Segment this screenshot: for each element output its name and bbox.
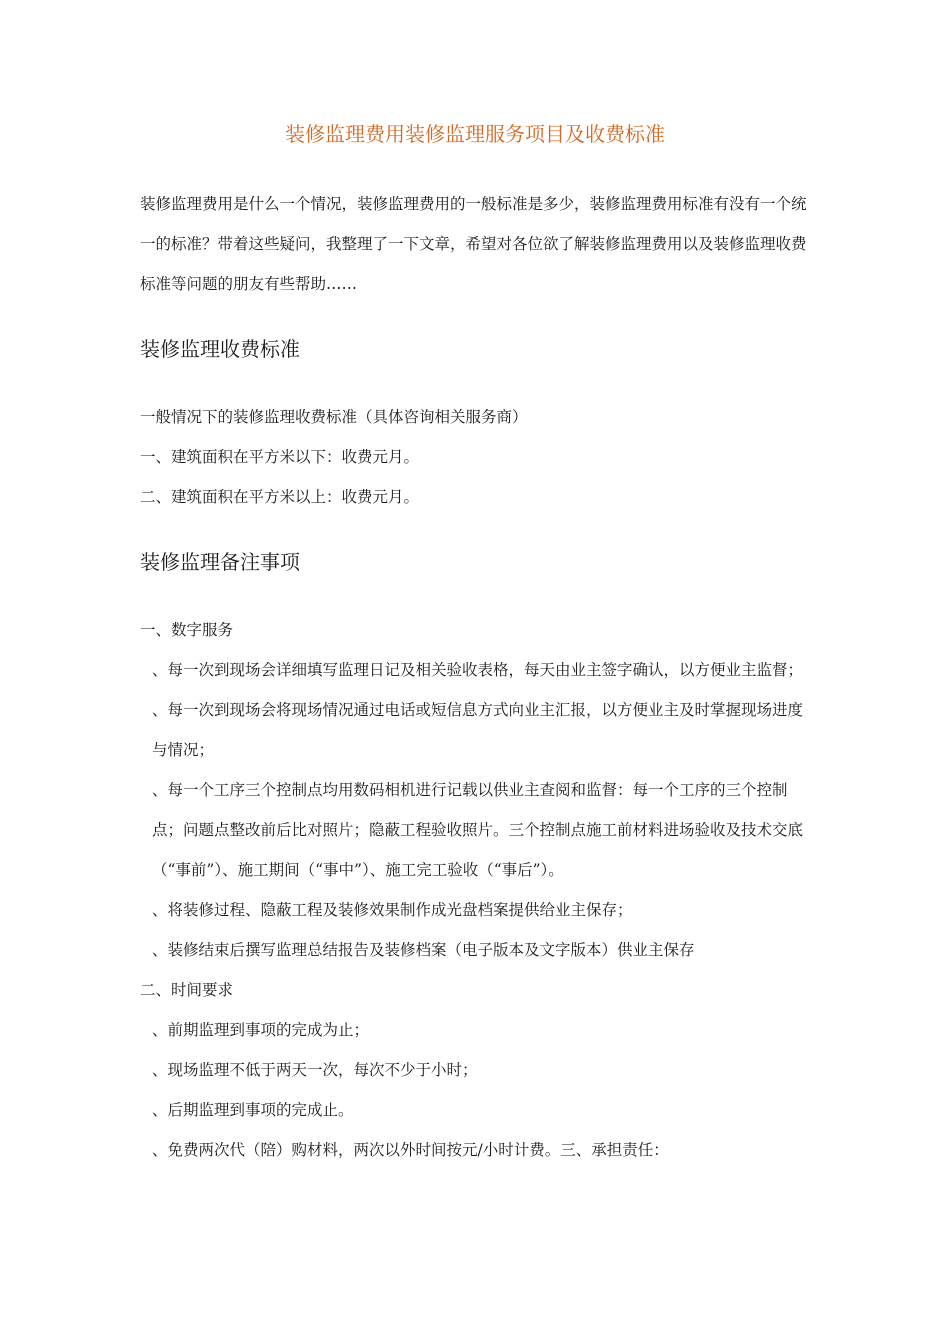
fee-line: 一般情况下的装修监理收费标准（具体咨询相关服务商） [140, 408, 528, 426]
fee-list [140, 397, 810, 517]
notes-item: 、每一次到现场会将现场情况通过电话或短信息方式向业主汇报，以方便业主及时掌握现场进度与情况； [152, 701, 804, 759]
page-title: 装修监理费用装修监理服务项目及收费标准 [285, 122, 665, 146]
intro-paragraph: 装修监理费用是什么一个情况，装修监理费用的一般标准是多少，装修监理费用标准有没有一个统一的标准？带着这些疑问，我整理了一下文章，希望对各位欲了解装修监理费用以及装修监理收费标准等问题的朋友有些帮助…… [140, 195, 807, 293]
notes-subheading: 二、时间要求 [140, 981, 234, 999]
notes-item: 、免费两次代（陪）购材料，两次以外时间按元/小时计费。三、承担责任： [152, 1141, 669, 1159]
notes-item: 、每一次到现场会详细填写监理日记及相关验收表格，每天由业主签字确认，以方便业主监督； [152, 661, 804, 679]
fee-line: 二、建筑面积在平方米以上：收费元月。 [140, 488, 420, 506]
notes-item: 、装修结束后撰写监理总结报告及装修档案（电子版本及文字版本）供业主保存 [152, 941, 695, 959]
notes-item: 、后期监理到事项的完成止。 [152, 1101, 354, 1119]
notes-item: 、前期监理到事项的完成为止； [152, 1021, 370, 1039]
notes-item: 、每一个工序三个控制点均用数码相机进行记载以供业主查阅和监督：每一个工序的三个控制点；问题点整改前后比对照片；隐蔽工程验收照片。三个控制点施工前材料进场验收及技术交底（“事前”）、施工期间（“事中”）、施工完工验收（“事后”）。 [152, 781, 804, 879]
notes-subheading: 一、数字服务 [140, 621, 234, 639]
fee-heading: 装修监理收费标准 [140, 337, 300, 361]
notes-item: 、现场监理不低于两天一次，每次不少于小时； [152, 1061, 478, 1079]
fee-line: 一、建筑面积在平方米以下：收费元月。 [140, 448, 420, 466]
notes-list [140, 610, 810, 1170]
notes-heading: 装修监理备注事项 [140, 550, 300, 574]
notes-item: 、将装修过程、隐蔽工程及装修效果制作成光盘档案提供给业主保存； [152, 901, 633, 919]
